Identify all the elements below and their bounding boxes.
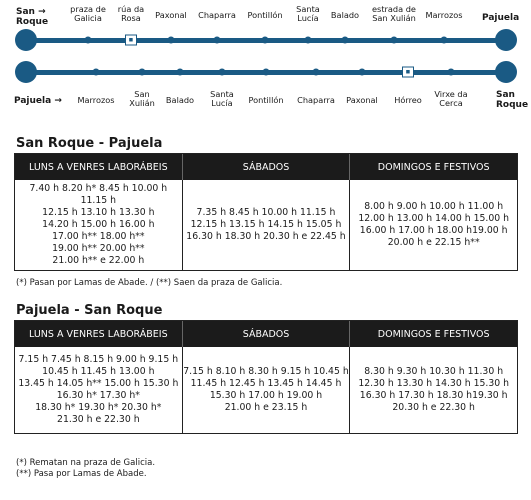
header-sundays-holidays: DOMINGOS E FESTIVOS <box>377 328 490 340</box>
stop-label-santa-lucia: Santa Lucía <box>296 4 320 23</box>
stop-label-virxe-da-cerca: Virxe da Cerca <box>434 89 468 108</box>
schedule-body-row <box>15 347 517 433</box>
schedule-table-pajuela-san-roque <box>14 320 518 434</box>
terminal-stop-end <box>495 61 517 83</box>
arrow-right-icon: → <box>54 96 62 106</box>
stop-label-paxonal: Paxonal <box>346 95 378 105</box>
stop-dot <box>214 37 221 44</box>
stop-label-rua-da-rosa: rúa da Rosa <box>117 4 145 23</box>
stop-label-pontillon: Pontillón <box>248 95 284 105</box>
footnote: (*) Pasan por Lamas de Abade. / (**) Saen da praza de Galicia. <box>16 278 283 288</box>
route-diagram-top <box>0 0 531 60</box>
header-saturdays: SÁBADOS <box>183 154 351 180</box>
section-title-pajuela-san-roque: Pajuela - San Roque <box>16 303 163 318</box>
times-saturdays: 7.15 h 8.10 h 8.30 h 9.15 h 10.45 h 11.45 h 12.45 h 13.45 h 14.45 h 15.30 h 17.00 h 19.00 h 21.00 h e 23.15 h <box>183 347 351 433</box>
stop-label-san-xulian: San Xulián <box>129 89 155 108</box>
header-saturdays: SÁBADOS <box>183 321 351 347</box>
times-weekdays: 7.40 h 8.20 h* 8.45 h 10.00 h 11.15 h 12.15 h 13.10 h 13.30 h 14.20 h 15.00 h 16.00 h 17.00 h** 18.00 h** 19.00 h** 20.00 h** 21.00 h** e 22.00 h <box>15 180 183 270</box>
stop-label-paxonal: Paxonal <box>155 10 187 20</box>
stop-dot <box>313 69 320 76</box>
stop-label-pontillon: Pontillón <box>247 10 283 20</box>
stop-label-marrozos: Marrozos <box>425 10 463 20</box>
stop-label-santa-lucia: Santa Lucía <box>210 89 234 108</box>
stop-dot <box>139 69 146 76</box>
terminal-stop-start <box>15 29 37 51</box>
stop-label-praza-de-galicia: praza de Galicia <box>70 4 106 23</box>
header-weekdays: LUNS A VENRES LABORÁBEIS <box>15 154 183 180</box>
stop-dot <box>177 69 184 76</box>
arrow-right-icon: → <box>38 7 46 17</box>
stop-dot <box>359 69 366 76</box>
times-weekdays: 7.15 h 7.45 h 8.15 h 9.00 h 9.15 h 10.45 h 11.45 h 13.00 h 13.45 h 14.05 h** 15.00 h 15.30 h 16.30 h* 17.30 h* 18.30 h* 19.30 h* 20.30 h* 21.30 h e 22.30 h <box>15 347 183 433</box>
stop-dot <box>219 69 226 76</box>
header-weekdays: LUNS A VENRES LABORÁBEIS <box>15 321 183 347</box>
schedule-body-row <box>15 180 517 270</box>
route-end-label: Pajuela <box>482 13 520 23</box>
stop-dot <box>93 69 100 76</box>
stop-label-chaparra: Chaparra <box>297 95 335 105</box>
stop-label-estrada-de-san-xulian: estrada de San Xulián <box>372 4 416 23</box>
bus-stop-icon: ▪ <box>402 67 414 78</box>
terminal-stop-start <box>15 61 37 83</box>
stop-dot <box>342 37 349 44</box>
stop-dot <box>85 37 92 44</box>
stop-dot <box>441 37 448 44</box>
bus-stop-icon: ▪ <box>125 35 137 46</box>
route-diagram-bottom <box>0 58 531 118</box>
schedule-header-row <box>15 321 517 347</box>
stop-dot <box>168 37 175 44</box>
schedule-table-san-roque-pajuela <box>14 153 518 271</box>
footnote: (**) Pasa por Lamas de Abade. <box>16 469 147 479</box>
header-sundays-holidays: DOMINGOS E FESTIVOS <box>377 161 490 173</box>
footnote: (*) Rematan na praza de Galicia. <box>16 458 156 468</box>
schedule-header-row <box>15 154 517 180</box>
stop-dot <box>263 69 270 76</box>
stop-dot <box>305 37 312 44</box>
stop-label-balado: Balado <box>330 10 360 20</box>
stop-label-marrozos: Marrozos <box>77 95 115 105</box>
route-start-label: Pajuela → <box>14 96 62 106</box>
times-sundays-holidays: 8.00 h 9.00 h 10.00 h 11.00 h 12.00 h 13.00 h 14.00 h 15.00 h 16.00 h 17.00 h 18.00 h19.00 h 20.00 h e 22.15 h** <box>358 201 510 248</box>
times-sundays-holidays: 8.30 h 9.30 h 10.30 h 11.30 h 12.30 h 13.30 h 14.30 h 15.30 h 16.30 h 17.30 h 18.30 h19.30 h 20.30 h e 22.30 h <box>358 366 510 413</box>
terminal-stop-end <box>495 29 517 51</box>
stop-dot <box>391 37 398 44</box>
stop-dot <box>448 69 455 76</box>
section-title-san-roque-pajuela: San Roque - Pajuela <box>16 136 163 151</box>
stop-label-balado: Balado <box>165 95 195 105</box>
route-end-label: San Roque <box>496 90 529 110</box>
stop-label-chaparra: Chaparra <box>198 10 236 20</box>
stop-label-horreo: Hórreo <box>394 95 422 105</box>
route-start-label: San → Roque <box>16 7 49 27</box>
stop-dot <box>262 37 269 44</box>
times-saturdays: 7.35 h 8.45 h 10.00 h 11.15 h 12.15 h 13.15 h 14.15 h 15.05 h 16.30 h 18.30 h 20.30 h e 22.45 h <box>183 180 351 270</box>
